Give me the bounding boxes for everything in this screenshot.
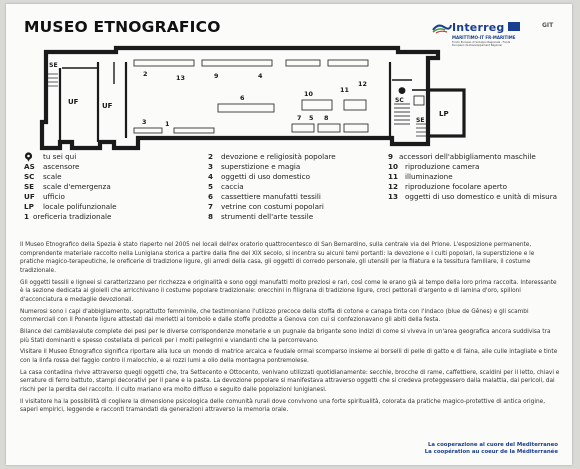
- case-d: [328, 60, 368, 66]
- legend-key: SC: [24, 172, 35, 181]
- label-lp: LP: [439, 110, 449, 118]
- you-are-here-icon: [24, 152, 33, 162]
- elevator-icon: [414, 96, 424, 105]
- legend-key: SE: [24, 182, 35, 191]
- label-se-right: SE: [416, 117, 425, 124]
- legend-item: [388, 182, 558, 192]
- paragraph: Il visitatore ha la possibilità di cogliere la dimensione psicologica delle comunità rurali dove convivono una forte spiritualità, colorata da pratiche magico-protettive di antica origine, saperi empirici, leggende e racconti tramandati da generazioni attraverso la memoria orale.: [20, 398, 546, 414]
- legend-key: 9: [388, 152, 394, 161]
- legend-key: 11: [388, 172, 399, 181]
- interreg-subtext: Fondo Europeo di Sviluppo Regionale · Fonds Européen de Développement Régional: [452, 41, 511, 48]
- legend-key: 3: [208, 162, 214, 171]
- label-13: 13: [176, 74, 185, 82]
- legend-value: scale d'emergenza: [43, 182, 111, 191]
- legend-item: [24, 172, 184, 182]
- case-h: [292, 124, 314, 132]
- partner-logo: GIT: [542, 22, 554, 29]
- label-uf-1: UF: [68, 98, 79, 106]
- footer-slogan-fr: La coopération au coeur de la Méditerranée: [424, 449, 558, 456]
- legend-item: [208, 162, 378, 172]
- floor-plan: [6, 4, 572, 154]
- legend-key: 1: [24, 212, 30, 221]
- legend-item: [208, 182, 378, 192]
- legend-key: 12: [388, 182, 399, 191]
- stairs-sc-icon: [394, 104, 410, 124]
- legend-item: [24, 152, 184, 162]
- legend-key: UF: [24, 192, 35, 201]
- stairs-left-icon: [48, 74, 58, 86]
- legend-value: cassettiere manufatti tessili: [221, 192, 321, 201]
- paragraph: Gli oggetti tessili e ligneei si caratterizzano per ricchezza e originalità e sono oggi manufatti molto preziosi e rari, così come le erano già al tempo della loro prima raccolta. Interessante è la sezione dedicata ai gioielli che arricchivano il costume popolare tradizionale: orecchini in filigrana di tradizione ligure, croci pettorali d'argento e di lamina d'oro, spilloni d'acconciatura e medaglie devozionali.: [20, 279, 557, 303]
- label-8: 8: [324, 114, 329, 122]
- legend-value: locale polifunzionale: [43, 202, 117, 211]
- label-3: 3: [142, 118, 147, 126]
- legend-item: [208, 152, 378, 162]
- legend-item: [388, 172, 558, 182]
- label-1: 1: [165, 120, 170, 128]
- footer-slogan: [425, 442, 558, 457]
- legend-key: 4: [208, 172, 214, 181]
- legend-item: [24, 212, 184, 222]
- legend-item: [208, 192, 378, 202]
- label-12: 12: [358, 80, 367, 88]
- paragraph: Visitare il Museo Etnografico significa riportare alla luce un mondo di matrice arcaica e feudale ormai scomparso insieme ai borselli di pelle di gatto e di faina, alle culle intagliate e tinte con la linfa rossa del faggio contro il malocchio, e ai rozzi lumi a olio della montagna pontremolese.: [20, 349, 558, 364]
- legend-value: caccia: [221, 182, 244, 191]
- legend-value: strumenti dell'arte tessile: [221, 212, 314, 221]
- legend-key: 7: [208, 202, 214, 211]
- legend-value: superstizione e magia: [221, 162, 301, 171]
- legend-value: illuminazione: [405, 172, 453, 181]
- case-f: [174, 128, 214, 133]
- case-j: [344, 124, 368, 132]
- legend-key: 8: [208, 212, 214, 221]
- case-e: [134, 128, 162, 133]
- legend-item: [388, 192, 558, 202]
- label-se-left: SE: [49, 62, 58, 69]
- paragraph: Il Museo Etnografico della Spezia è stato riaperto nel 2005 nei locali dell'ex oratorio quattrocentesco di San Bernardino, sulla centrale via del Prione. L'esposizione permanente, comprendente materiale raccolto nella Lunigiana storica a partire dalla fine del XIX secolo, si incentra su alcuni temi portanti: la devozione e i culti popolari, la superstizione e le pratiche magico-terapeutiche, le oreficerie di tradizione ligure, gli arredi della casa, gli oggetti di corredo personale, gli utensili per la filatura e la tessitura familiare, il costume tradizionale.: [20, 242, 535, 274]
- legend-value: riproduzione focolare aperto: [405, 182, 507, 191]
- label-uf-2: UF: [102, 102, 113, 110]
- case-c: [286, 60, 320, 66]
- interreg-name: Interreg: [452, 21, 505, 34]
- paragraph: La casa contadina rivive attraverso quegli oggetti che, tra Settecento e Ottocento, venivano utilizzati quotidianamente: secchie, brocche di rame, caffettiere, scaldini per il letto, chiavi e serrature di ferro battuto, stampi decorativi per il pane e la pasta. La devozione popolare si manifestava attraverso oggetti che si credeva proteggessero dalla malattia, dai pericoli, dai rischi per la perdita del raccolto. Il culto mariano era molto diffuso e seguito dalle popolazioni lunigianesi.: [20, 369, 560, 393]
- legend-key: 10: [388, 162, 399, 171]
- legend-key: 6: [208, 192, 214, 201]
- legend-value: oggetti di uso domestico e unità di misura: [405, 192, 558, 201]
- paragraph: Bilance del cambiavalute complete dei pesi per le diverse corrispondenze monetarie e un pugnale da brigante sono indizi di come si viveva in un'area geografica ancora suddivisa tra più Stati dominanti e spesso costellata di pericoli per i molti pellegrini e viandanti che la percorrevano.: [20, 328, 551, 344]
- label-7: 7: [297, 114, 302, 122]
- case-l: [344, 100, 366, 110]
- label-10: 10: [304, 90, 313, 98]
- legend-item: [24, 162, 184, 172]
- legend-value: accessori dell'abbigliamento maschile: [399, 152, 536, 161]
- legend-value: scale: [43, 172, 62, 181]
- description-text: [20, 241, 560, 418]
- legend-key: LP: [24, 202, 34, 211]
- label-11: 11: [340, 86, 349, 94]
- case-b: [202, 60, 272, 66]
- label-9: 9: [214, 72, 219, 80]
- legend-item: [24, 192, 184, 202]
- legend-item: [24, 202, 184, 212]
- you-are-here-marker-icon: [399, 87, 406, 94]
- legend-value: ascensore: [43, 162, 80, 171]
- legend-value: devozione e religiosità popolare: [221, 152, 336, 161]
- label-6: 6: [240, 94, 245, 102]
- legend-item: [208, 172, 378, 182]
- paragraph: Numerosi sono i capi d'abbigliamento, soprattutto femminile, che testimoniano l'utilizzo precoce della stoffa di cotone e canapa tinta con l'indaco (blue de Gênes) e gli scambi commerciali con il Ponente ligure attestati dai merletti al tombolo e dalle stoffe prodotte a Genova con cui si confezionavano gli abiti della festa.: [20, 308, 529, 324]
- label-sc: SC: [395, 97, 404, 104]
- legend-value: tu sei qui: [43, 152, 77, 161]
- case-k: [302, 100, 332, 110]
- case-a: [134, 60, 194, 66]
- legend-item: [388, 162, 558, 172]
- label-2: 2: [143, 70, 148, 78]
- legend-key: AS: [24, 162, 35, 171]
- legend-key: 2: [208, 152, 214, 161]
- case-i: [318, 124, 340, 132]
- legend-value: riproduzione camera: [405, 162, 480, 171]
- info-panel: [6, 4, 572, 465]
- label-5: 5: [309, 114, 314, 122]
- legend-item: [208, 212, 378, 222]
- legend-key: 5: [208, 182, 214, 191]
- footer-slogan-it: La cooperazione al cuore del Mediterraneo: [427, 442, 558, 448]
- legend-value: oggetti di uso domestico: [221, 172, 310, 181]
- interreg-programme: MARITTIMO-IT FR-MARITIME: [452, 35, 516, 40]
- legend-key: 13: [388, 192, 399, 201]
- page-title: MUSEO ETNOGRAFICO: [24, 18, 221, 36]
- legend-value: vetrine con costumi popolari: [221, 202, 324, 211]
- legend-value: oreficeria tradizionale: [33, 212, 112, 221]
- legend-item: [388, 152, 558, 162]
- legend-value: ufficio: [43, 192, 65, 201]
- case-g: [218, 104, 274, 112]
- stairs-se-icon: [416, 124, 426, 136]
- legend-item: [208, 202, 378, 212]
- label-4: 4: [258, 72, 263, 80]
- legend-item: [24, 182, 184, 192]
